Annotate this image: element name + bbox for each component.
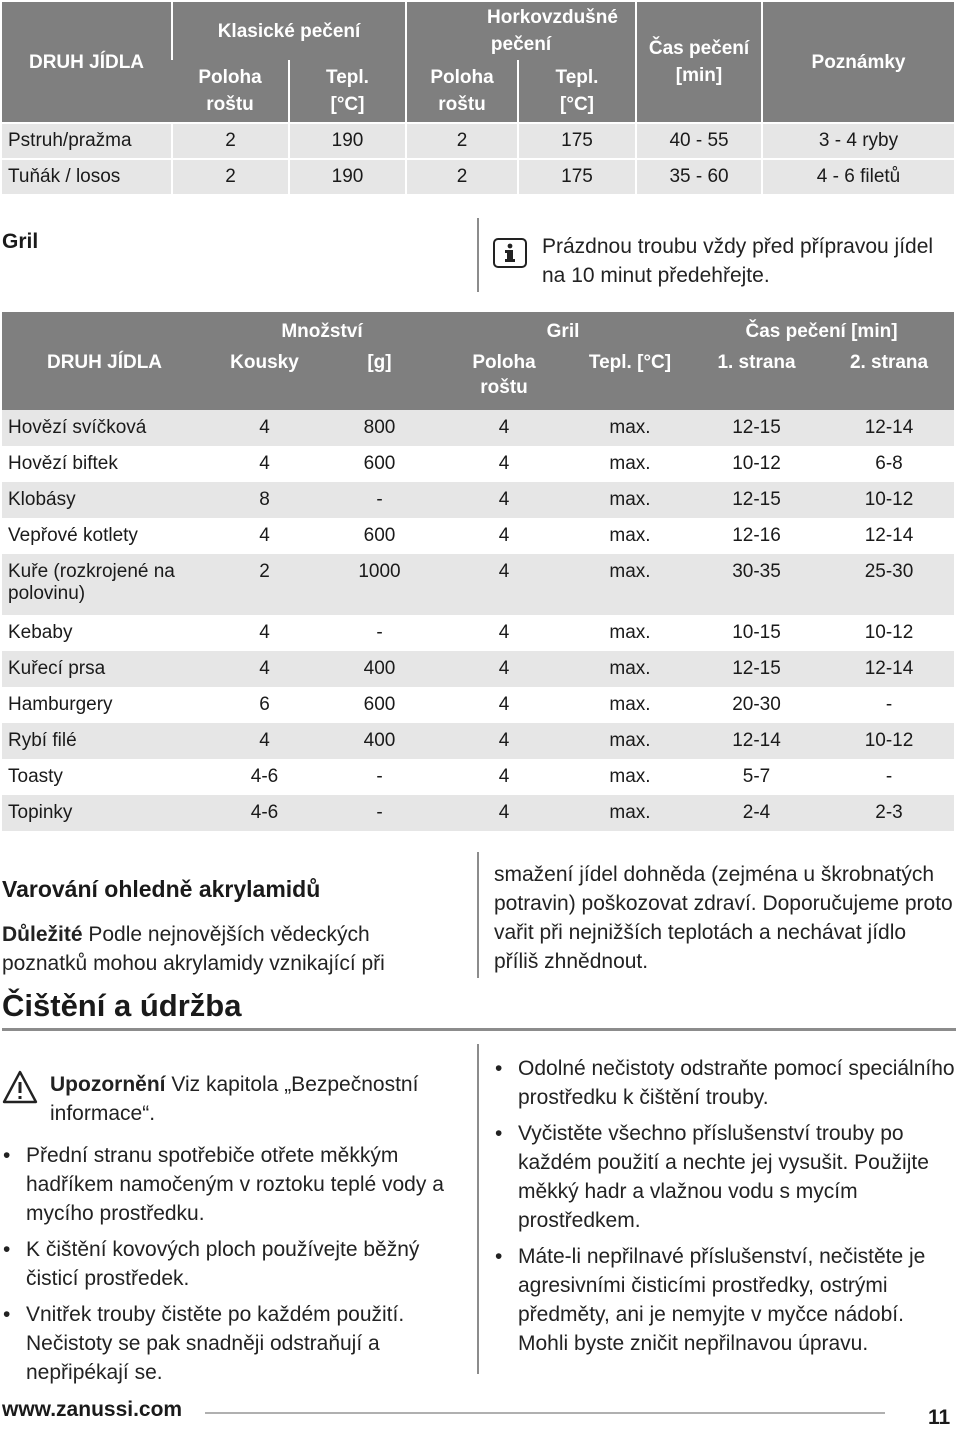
cell-food: Hamburgery [8, 694, 113, 715]
col-fan: Horkovzdušné pečení [406, 2, 636, 60]
col-notes: Poznámky [762, 2, 954, 123]
col-fan-temp: Tepl. [°C] [518, 60, 636, 123]
cell-temp: max. [609, 658, 651, 679]
col-classic-shelf: Poloha roštu [198, 67, 262, 115]
col-food: DRUH JÍDLA [28, 51, 145, 73]
cell-side1: 20-30 [732, 694, 781, 715]
cell-food: Pstruh/pražma [2, 123, 172, 159]
cell-grams: 400 [363, 658, 396, 679]
cell-grams: 800 [363, 417, 396, 438]
cell-shelf: 4 [498, 453, 510, 474]
cell-food: Rybí filé [8, 730, 77, 751]
warning-body: Viz kapitola „Bezpečnostní informace“. [50, 1073, 419, 1125]
cell-pieces: 4 [259, 622, 270, 643]
cell-pieces: 2 [259, 561, 270, 582]
col-temp: Tepl. [°C] [588, 352, 672, 373]
cell-pieces: 4 [259, 658, 270, 679]
col-pieces: Kousky [230, 352, 299, 373]
cell-pieces: 4-6 [250, 802, 279, 823]
cell-grams: 600 [363, 694, 396, 715]
warning-icon [2, 1070, 38, 1104]
cell-grams: 600 [363, 525, 396, 546]
table-row [2, 795, 954, 831]
cell-temp: max. [609, 489, 651, 510]
cell-time: 35 - 60 [636, 159, 762, 194]
cell-side1: 10-15 [732, 622, 781, 643]
cell-shelf: 4 [498, 622, 510, 643]
table-row [2, 759, 954, 795]
cell-grams: 600 [363, 453, 396, 474]
table-row [2, 159, 954, 194]
cell-notes: 3 - 4 ryby [762, 123, 954, 159]
info-icon [493, 238, 527, 268]
cell-shelf: 4 [498, 489, 510, 510]
cell-side1: 12-15 [732, 417, 781, 438]
cell-food: Kebaby [8, 622, 73, 643]
cell-pieces: 4 [259, 730, 270, 751]
cell-side2: 10-12 [864, 730, 914, 751]
cell-food: Kuřecí prsa [8, 658, 106, 679]
cell-side2: 6-8 [875, 453, 903, 474]
cell-grams: - [376, 802, 383, 823]
col-time: Čas pečení [min] [745, 320, 898, 342]
cell-side1: 5-7 [742, 766, 771, 787]
cell-side2: 10-12 [864, 622, 914, 643]
col-grill: Gril [546, 320, 580, 342]
gril-heading: Gril [2, 230, 39, 253]
cell-shelf: 4 [498, 694, 510, 715]
cell-classic-temp: 190 [289, 123, 406, 159]
page-number: 11 [928, 1406, 951, 1429]
divider [477, 218, 479, 292]
table-row [2, 518, 954, 554]
cell-fan-temp: 175 [518, 159, 636, 194]
cell-grams: - [376, 622, 383, 643]
footer-website[interactable]: www.zanussi.com [2, 1398, 183, 1421]
cell-side1: 12-15 [732, 489, 781, 510]
cell-food: Kuře (rozkrojené na polovinu) [8, 561, 175, 604]
cell-pieces: 6 [259, 694, 270, 715]
cell-shelf: 4 [498, 730, 510, 751]
table-row [2, 123, 954, 159]
cell-side2: 12-14 [864, 417, 914, 438]
cell-grams: - [376, 489, 383, 510]
cell-shelf: 4 [498, 658, 510, 679]
cell-shelf: 4 [498, 802, 510, 823]
cell-classic-shelf: 2 [172, 159, 289, 194]
cleaning-heading: Čištění a údržba [2, 988, 242, 1023]
cell-side1: 12-16 [732, 525, 781, 546]
list-item: • Vnitřek trouby čistěte po každém použití. Nečistoty se pak snadněji odstraňují a nepřipékají se. [2, 1300, 462, 1387]
cell-temp: max. [609, 561, 651, 582]
cell-temp: max. [609, 766, 651, 787]
important-label: Důležité [2, 923, 83, 946]
table-row [2, 723, 954, 759]
warning-label: Upozornění [50, 1073, 166, 1096]
cell-time: 40 - 55 [636, 123, 762, 159]
grill-table [2, 312, 954, 831]
table-row [2, 446, 954, 482]
cell-side1: 2-4 [742, 802, 771, 823]
col-time: Čas pečení [min] [636, 2, 762, 123]
fish-baking-table [2, 2, 954, 194]
cell-side1: 30-35 [732, 561, 781, 582]
table-row [2, 410, 954, 446]
cell-classic-shelf: 2 [172, 123, 289, 159]
col-grams: [g] [367, 352, 392, 373]
section-rule [2, 1028, 956, 1031]
cell-food: Hovězí biftek [8, 453, 118, 474]
acrylamide-body-left: Podle nejnovějších vědeckých poznatků mohou akrylamidy vznikající při [2, 923, 385, 975]
cleaning-list-right [494, 1054, 956, 1365]
cell-temp: max. [609, 417, 651, 438]
table-row [2, 482, 954, 518]
cell-side2: 10-12 [864, 489, 914, 510]
cell-shelf: 4 [498, 561, 510, 582]
col-quantity: Množství [281, 320, 363, 342]
cell-food: Toasty [8, 766, 63, 787]
cell-pieces: 8 [259, 489, 270, 510]
cell-grams: - [376, 766, 383, 787]
list-item: • Přední stranu spotřebiče otřete měkkým hadříkem namočeným v roztoku teplé vody a mycího prostředku. [2, 1141, 462, 1228]
info-text: Prázdnou troubu vždy před přípravou jídel na 10 minut předehřejte. [542, 235, 934, 287]
cell-food: Topinky [8, 802, 73, 823]
table-row [2, 615, 954, 651]
cell-side1: 12-14 [732, 730, 781, 751]
col-side2: 2. strana [849, 352, 929, 373]
table-row [2, 554, 954, 615]
cell-side2: 2-3 [875, 802, 903, 823]
cell-food: Vepřové kotlety [8, 525, 138, 546]
cell-shelf: 4 [498, 525, 510, 546]
col-classic: Klasické pečení [172, 2, 406, 60]
cell-temp: max. [609, 525, 651, 546]
cell-pieces: 4 [259, 525, 270, 546]
col-food-top [2, 312, 207, 346]
cell-grams: 1000 [358, 561, 401, 582]
cell-temp: max. [609, 730, 651, 751]
cell-food: Hovězí svíčková [8, 417, 147, 438]
footer-rule [205, 1412, 885, 1414]
cell-food: Tuňák / losos [2, 159, 172, 194]
list-item: • Odolné nečistoty odstraňte pomocí speciálního prostředku k čištění trouby. [494, 1054, 956, 1112]
list-item: • Máte-li nepřilnavé příslušenství, nečistěte je agresivními čisticími prostředky, ostrými předměty, ani je nemyjte v myčce nádobí. Mohli byste zničit nepřilnavou úpravu. [494, 1242, 956, 1358]
cell-side1: 10-12 [732, 453, 781, 474]
col-shelf: Poloha roštu [472, 352, 536, 398]
col-food: DRUH JÍDLA [46, 352, 163, 373]
cell-pieces: 4 [259, 417, 270, 438]
cell-fan-shelf: 2 [406, 123, 518, 159]
acrylamide-heading: Varování ohledně akrylamidů [2, 876, 321, 902]
col-classic-temp: Tepl. [°C] [289, 60, 406, 123]
cell-pieces: 4 [259, 453, 270, 474]
table-row [2, 687, 954, 723]
cell-food: Klobásy [8, 489, 76, 510]
cell-classic-temp: 190 [289, 159, 406, 194]
cell-side1: 12-15 [732, 658, 781, 679]
cell-fan-shelf: 2 [406, 159, 518, 194]
list-item: • K čištění kovových ploch používejte běžný čisticí prostředek. [2, 1235, 462, 1293]
cell-pieces: 4-6 [250, 766, 279, 787]
warning-text [50, 1070, 460, 1128]
table-row [2, 651, 954, 687]
cell-fan-temp: 175 [518, 123, 636, 159]
acrylamide-text-right: smažení jídel dohněda (zejména u škrobnatých potravin) poškozovat zdraví. Doporučujeme proto vařit při nejnižších teplotách a nechávat jídlo příliš zhnědnout. [494, 863, 953, 973]
cell-temp: max. [609, 694, 651, 715]
cell-temp: max. [609, 622, 651, 643]
list-item: • Vyčistěte všechno příslušenství trouby po každém použití a nechte jej vysušit. Použijte měkký hadr a vlažnou vodu s mycím prostředkem. [494, 1119, 956, 1235]
cell-side2: - [885, 694, 893, 715]
cell-grams: 400 [363, 730, 396, 751]
cell-temp: max. [609, 802, 651, 823]
cell-side2: 25-30 [864, 561, 914, 582]
col-side1: 1. strana [717, 352, 796, 373]
cell-shelf: 4 [498, 417, 510, 438]
divider [477, 1044, 479, 1374]
col-fan-shelf: Poloha roštu [406, 60, 518, 123]
divider [477, 852, 479, 978]
cell-side2: 12-14 [864, 525, 914, 546]
cleaning-list-left [2, 1141, 462, 1394]
cell-temp: max. [609, 453, 651, 474]
cell-side2: - [885, 766, 893, 787]
cell-shelf: 4 [498, 766, 510, 787]
cell-notes: 4 - 6 filetů [762, 159, 954, 194]
acrylamide-text-left [2, 920, 442, 978]
cell-side2: 12-14 [864, 658, 914, 679]
